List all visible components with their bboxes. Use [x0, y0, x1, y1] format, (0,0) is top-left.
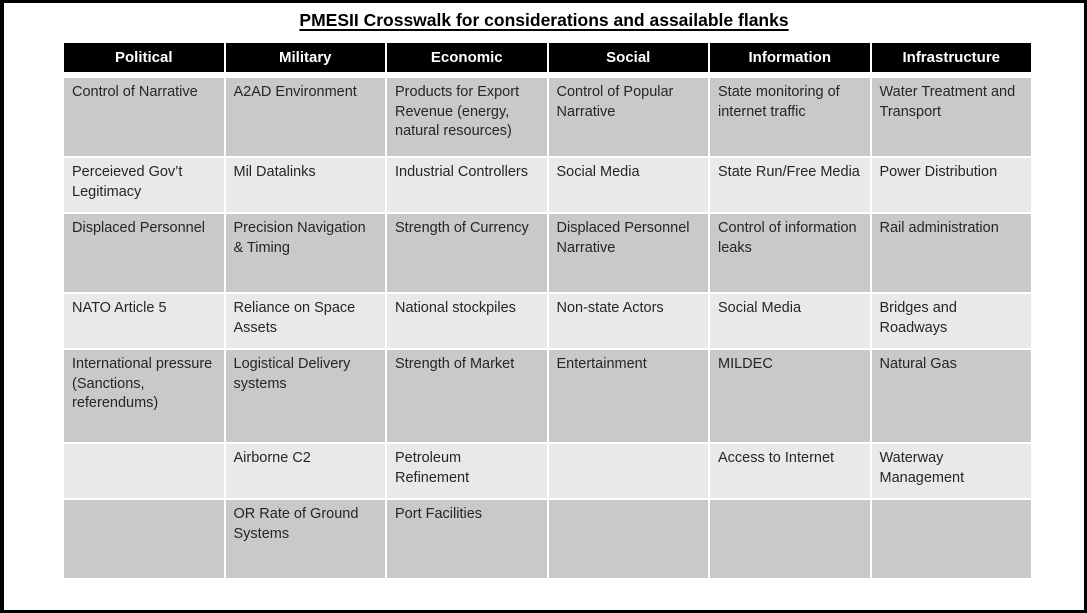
header-row: [64, 43, 1031, 72]
table-cell: Natural Gas: [872, 350, 1032, 442]
table-cell: Water Treatment and Transport: [872, 78, 1032, 156]
table-cell: Petroleum Refinement: [387, 444, 547, 498]
table-cell: Access to Internet: [710, 444, 870, 498]
table-body: [64, 74, 1031, 578]
table-cell: Industrial Controllers: [387, 158, 547, 212]
table-cell: Social Media: [549, 158, 709, 212]
table-cell: [710, 500, 870, 578]
table-cell: Logistical Delivery systems: [226, 350, 386, 442]
table-cell: Non-state Actors: [549, 294, 709, 348]
pmesii-crosswalk-table: [62, 41, 1033, 580]
table-cell: Social Media: [710, 294, 870, 348]
table-row: [64, 350, 1031, 442]
table-cell: Rail administration: [872, 214, 1032, 292]
table-cell: [64, 444, 224, 498]
table-cell: Waterway Management: [872, 444, 1032, 498]
table-cell: Precision Navigation & Timing: [226, 214, 386, 292]
table-row: [64, 500, 1031, 578]
table-cell: Bridges and Roadways: [872, 294, 1032, 348]
table-cell: Displaced Personnel Narrative: [549, 214, 709, 292]
table-row: [64, 214, 1031, 292]
table-cell: State monitoring of internet traffic: [710, 78, 870, 156]
table-cell: Reliance on Space Assets: [226, 294, 386, 348]
table-cell: International pressure (Sanctions, referendums): [64, 350, 224, 442]
table-cell: Control of information leaks: [710, 214, 870, 292]
table-cell: Displaced Personnel: [64, 214, 224, 292]
table-cell: Strength of Currency: [387, 214, 547, 292]
table-cell: OR Rate of Ground Systems: [226, 500, 386, 578]
table-cell: Mil Datalinks: [226, 158, 386, 212]
pmesii-table: [62, 41, 1033, 580]
table-cell: Perceieved Gov’t Legitimacy: [64, 158, 224, 212]
table-row: [64, 444, 1031, 498]
table-row: [64, 294, 1031, 348]
table-cell: Airborne C2: [226, 444, 386, 498]
table-cell: Products for Export Revenue (energy, natural resources): [387, 78, 547, 156]
table-cell: [549, 500, 709, 578]
table-cell: Power Distribution: [872, 158, 1032, 212]
page-title: PMESII Crosswalk for considerations and assailable flanks: [299, 10, 789, 30]
column-header-social: Social: [549, 43, 709, 72]
table-cell: [872, 500, 1032, 578]
table-cell: A2AD Environment: [226, 78, 386, 156]
table-row: [64, 78, 1031, 156]
table-cell: [549, 444, 709, 498]
table-cell: National stockpiles: [387, 294, 547, 348]
table-header: [64, 43, 1031, 72]
table-cell: Control of Popular Narrative: [549, 78, 709, 156]
column-header-political: Political: [64, 43, 224, 72]
table-cell: Port Facilities: [387, 500, 547, 578]
table-cell: NATO Article 5: [64, 294, 224, 348]
table-cell: Entertainment: [549, 350, 709, 442]
column-header-military: Military: [226, 43, 386, 72]
table-cell: Control of Narrative: [64, 78, 224, 156]
table-cell: Strength of Market: [387, 350, 547, 442]
table-cell: [64, 500, 224, 578]
table-cell: MILDEC: [710, 350, 870, 442]
column-header-information: Information: [710, 43, 870, 72]
table-cell: State Run/Free Media: [710, 158, 870, 212]
column-header-economic: Economic: [387, 43, 547, 72]
table-row: [64, 158, 1031, 212]
column-header-infrastructure: Infrastructure: [872, 43, 1032, 72]
